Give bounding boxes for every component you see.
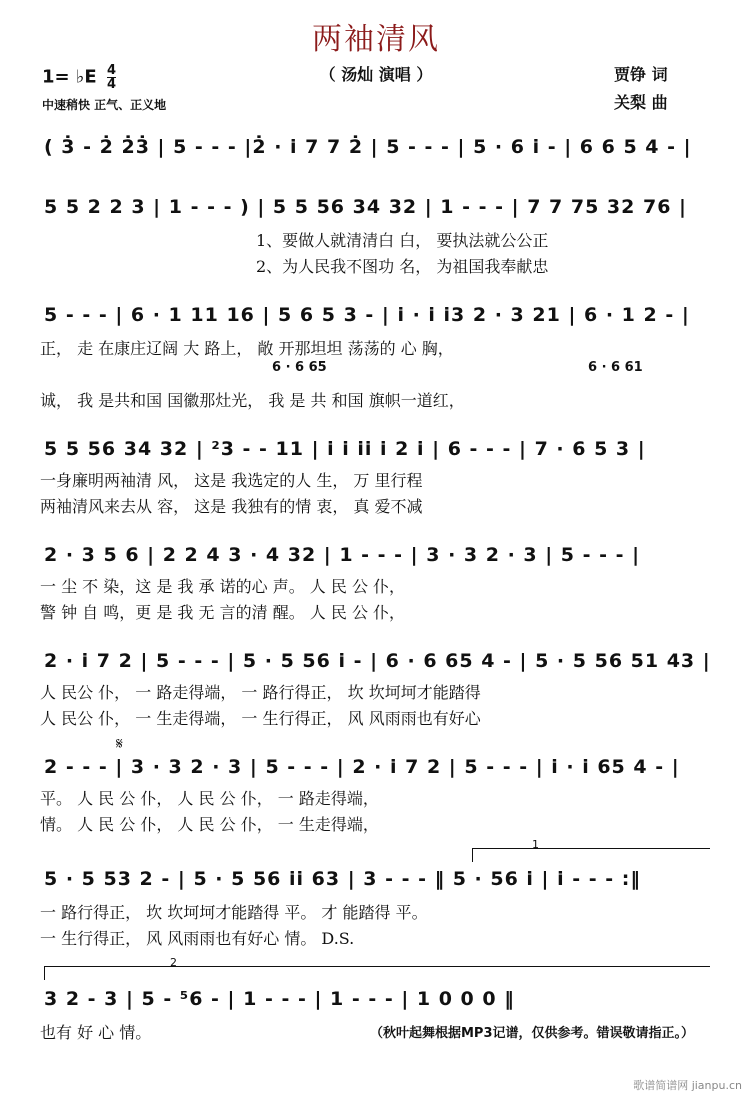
song-title: 两袖清风 xyxy=(312,22,440,57)
music-line-3: 5 - - - | 6 · 1 11 16 | 5 6 5 3 - | i · i i3 2 · 3 21 | 6 · 1 2 - | xyxy=(44,304,690,326)
music-line-2: 5 5 2 2 3 | 1 - - - ) | 5 5 56 34 32 | 1 - - - | 7 7 75 32 76 | xyxy=(44,196,687,218)
music-line-5: 2 · 3 5 6 | 2 2 4 3 · 4 32 | 1 - - - | 3 · 3 2 · 3 | 5 - - - | xyxy=(44,544,641,566)
lyric-line-3b: 诚， 我 是共和国 国徽那灶光， 我 是 共 和国 旗帜一道红， xyxy=(40,391,465,410)
lyric-line-7b: 情。 人 民 公 仆， 人 民 公 仆， 一 生走得端， xyxy=(40,815,379,834)
lyric-line-3a: 正， 走 在康庄辽阔 大 路上， 敞 开那坦坦 荡荡的 心 胸， xyxy=(40,339,454,358)
volta-2-bracket-start xyxy=(44,966,45,980)
alt-notes-2: 6 · 6 61 xyxy=(588,360,643,375)
music-line-9: 3 2 - 3 | 5 - ⁵6 - | 1 - - - | 1 - - - | 1 0 0 0 ‖ xyxy=(44,988,515,1010)
volta-2-number: 2 xyxy=(170,956,177,969)
music-line-7: 2 - - - | 3 · 3 2 · 3 | 5 - - - | 2 · i 7 2 | 5 - - - | i · i 65 4 - | xyxy=(44,756,680,778)
lyric-line-9a: 也有 好 心 情。 xyxy=(40,1023,152,1042)
time-signature xyxy=(107,64,116,91)
performer: （ 汤灿 演唱 ） xyxy=(319,65,433,84)
key-signature xyxy=(42,64,116,91)
lyric-line-8b: 一 生行得正， 风 风雨雨也有好心 情。 D.S. xyxy=(40,929,355,948)
transcription-note: （秋叶起舞根据MP3记谱，仅供参考。错误敬请指正。） xyxy=(370,1026,695,1041)
lyric-line-6a: 人 民公 仆， 一 路走得端， 一 路行得正， 坎 坎坷坷才能踏得 xyxy=(40,683,481,702)
lyric-line-5b: 警 钟 自 鸣，更 是 我 无 言的清 醒。 人 民 公 仆， xyxy=(40,603,406,622)
volta-1-bracket xyxy=(472,848,710,849)
music-line-6: 2 · i 7 2 | 5 - - - | 5 · 5 56 i - | 6 · 6 65 4 - | 5 · 5 56 51 43 | xyxy=(44,650,711,672)
lyric-line-2a: 1、要做人就清清白 白， 要执法就公公正 xyxy=(256,231,549,250)
key-label: 1= ♭E xyxy=(42,66,97,88)
watermark: 歌谱简谱网 jianpu.cn xyxy=(633,1079,742,1092)
music-line-8: 5 · 5 53 2 - | 5 · 5 56 ii 63 | 3 - - - ‖ 5 · 56 i | i - - - :‖ xyxy=(44,868,641,890)
lyric-line-7a: 平。 人 民 公 仆， 人 民 公 仆， 一 路走得端， xyxy=(40,789,379,808)
tempo-marking: 中速稍快 正气、正义地 xyxy=(42,98,167,112)
time-sig-top: 4 xyxy=(106,63,116,78)
music-line-1: ( 3̇ - 2̇ 2̇3̇ | 5 - - - |2̇ · i 7 7 2̇ | 5 - - - | 5 · 6 i - | 6 6 5 4 - | xyxy=(44,136,692,158)
time-sig-bottom: 4 xyxy=(106,77,116,92)
volta-1-number: 1 xyxy=(532,838,539,851)
composer-credit: 关梨 曲 xyxy=(614,93,668,112)
lyricist-credit: 贾铮 词 xyxy=(614,65,668,84)
music-line-4: 5 5 56 34 32 | ²3 - - 11 | i i ii i 2 i | 6 - - - | 7 · 6 5 3 | xyxy=(44,438,646,460)
lyric-line-2b: 2、为人民我不图功 名， 为祖国我奉献忠 xyxy=(256,257,549,276)
lyric-line-5a: 一 尘 不 染，这 是 我 承 诺的心 声。 人 民 公 仆， xyxy=(40,577,406,596)
lyric-line-8a: 一 路行得正， 坎 坎坷坷才能踏得 平。 才 能踏得 平。 xyxy=(40,903,428,922)
lyric-line-4a: 一身廉明两袖清 风， 这是 我选定的人 生， 万 里行程 xyxy=(40,471,423,490)
lyric-line-4b: 两袖清风来去从 容， 这是 我独有的情 衷， 真 爱不减 xyxy=(40,497,423,516)
volta-1-bracket-start xyxy=(472,848,473,862)
lyric-line-6b: 人 民公 仆， 一 生走得端， 一 生行得正， 风 风雨雨也有好心 xyxy=(40,709,481,728)
volta-2-bracket xyxy=(44,966,710,967)
segno-sign: 𝄋 xyxy=(116,734,123,753)
alt-notes-1: 6 · 6 65 xyxy=(272,360,327,375)
